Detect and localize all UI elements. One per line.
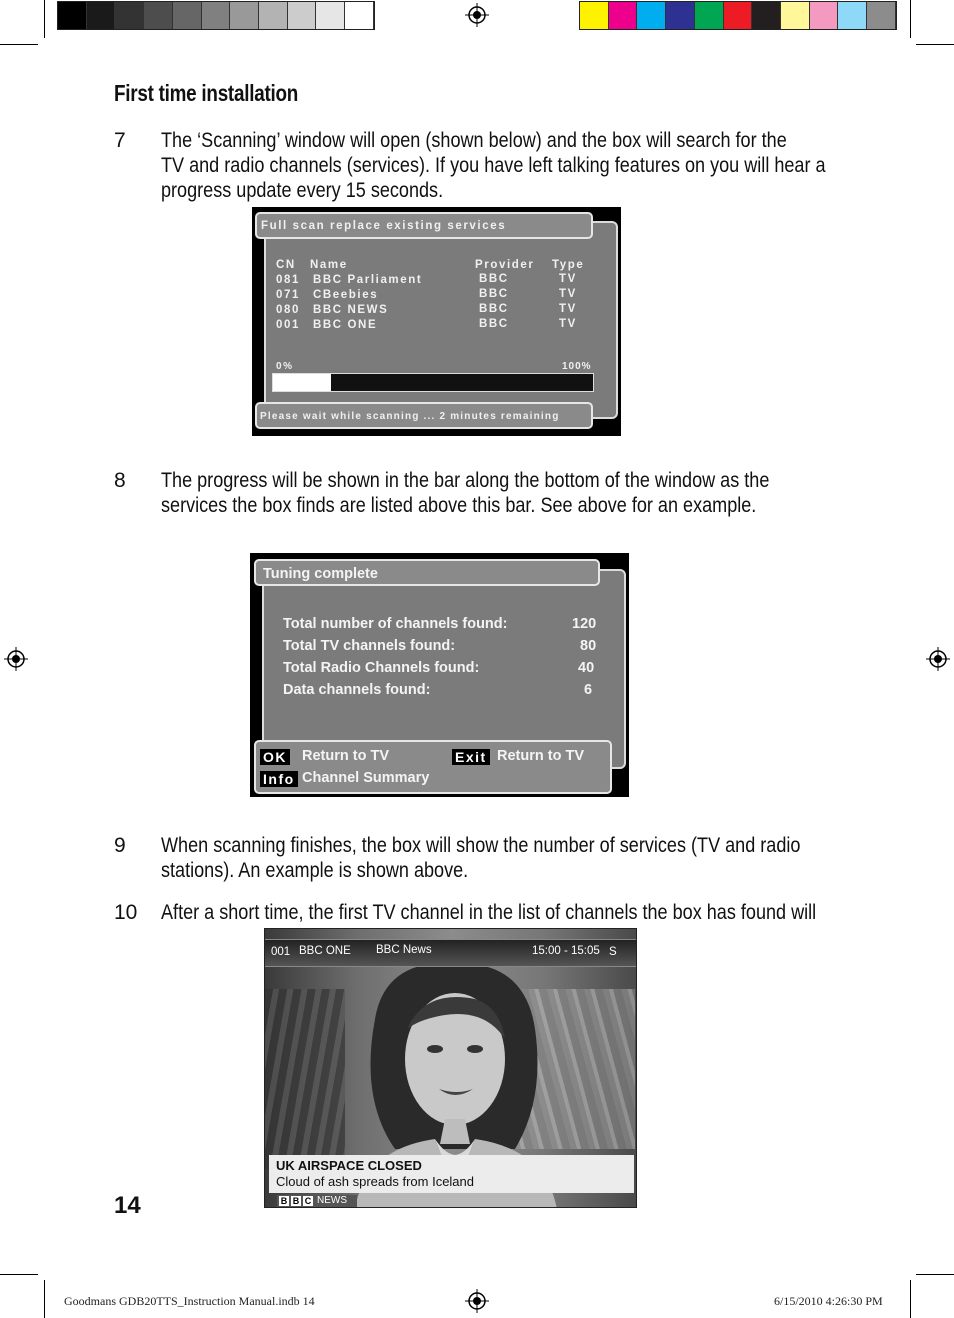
crop-mark [44, 1280, 45, 1318]
tv-screen [264, 928, 637, 1208]
tuning-title-bar [254, 559, 600, 586]
channel-number: 001 [276, 319, 300, 331]
channel-provider: BBC [479, 273, 509, 285]
crop-mark [0, 1274, 38, 1275]
crop-mark [0, 44, 38, 45]
ok-action: Return to TV [302, 748, 389, 764]
color-swatch [752, 2, 781, 29]
progress-end-label: 100% [562, 361, 592, 372]
color-swatch [345, 2, 374, 29]
logo-word: NEWS [317, 1195, 347, 1206]
step-line: stations). An example is shown above. [161, 859, 469, 882]
color-swatch [609, 2, 638, 29]
tv-flag: S [609, 946, 617, 958]
color-swatch [781, 2, 810, 29]
channel-number: 071 [276, 289, 300, 301]
color-swatch [838, 2, 867, 29]
step-line: progress update every 15 seconds. [161, 179, 444, 202]
channel-provider: BBC [479, 303, 509, 315]
color-swatch [230, 2, 259, 29]
step-number: 10 [114, 901, 138, 924]
header-type: Type [552, 259, 585, 271]
gray-swatch-bar [57, 1, 375, 30]
color-swatch [666, 2, 695, 29]
channel-number: 081 [276, 274, 300, 286]
scan-title-bar [255, 212, 593, 239]
ok-key: OK [260, 749, 290, 765]
color-swatch [259, 2, 288, 29]
progress-start-label: 0% [276, 361, 294, 372]
color-swatch [867, 2, 896, 29]
section-heading: First time installation [114, 80, 299, 106]
color-swatch [637, 2, 666, 29]
progress-bar [272, 373, 594, 392]
channel-number: 080 [276, 304, 300, 316]
info-action: Channel Summary [302, 770, 430, 786]
footer-timestamp: 6/15/2010 4:26:30 PM [774, 1294, 883, 1308]
channel-provider: BBC [479, 318, 509, 330]
header-name: Name [310, 259, 348, 271]
stat-label: Total TV channels found: [283, 638, 456, 654]
news-headline: UK AIRSPACE CLOSED [276, 1158, 422, 1173]
news-caption [269, 1155, 634, 1193]
crop-mark [910, 0, 911, 38]
step-line: The ‘Scanning’ window will open (shown below) and the box will search for the [161, 129, 787, 152]
color-swatch-bar [579, 1, 897, 30]
step-line: The progress will be shown in the bar along the bottom of the window as the [161, 469, 770, 492]
channel-name: BBC NEWS [313, 304, 389, 316]
color-swatch [580, 2, 609, 29]
crop-mark [916, 1274, 954, 1275]
registration-mark-icon [465, 1289, 489, 1313]
tv-channel-name: BBC ONE [299, 945, 351, 957]
info-key: Info [260, 771, 298, 787]
logo-letter: B [280, 1196, 288, 1206]
stat-value: 80 [580, 638, 597, 654]
progress-bar-fill [273, 374, 331, 391]
tuning-title: Tuning complete [263, 566, 378, 582]
tuning-screen [250, 553, 629, 797]
tv-programme: BBC News [376, 944, 432, 956]
color-swatch [87, 2, 116, 29]
step-number: 8 [114, 469, 126, 492]
page-number: 14 [114, 1192, 141, 1219]
crop-mark [44, 0, 45, 38]
channel-type: TV [559, 318, 577, 330]
key-help-bar [254, 740, 612, 794]
exit-action: Return to TV [497, 748, 584, 764]
channel-type: TV [559, 288, 577, 300]
channel-type: TV [559, 303, 577, 315]
news-subheadline: Cloud of ash spreads from Iceland [276, 1174, 474, 1189]
color-swatch [724, 2, 753, 29]
header-provider: Provider [475, 259, 535, 271]
color-swatch [144, 2, 173, 29]
footer-file: Goodmans GDB20TTS_Instruction Manual.indb 14 [64, 1294, 315, 1308]
info-banner [265, 939, 636, 967]
logo-letter: B [292, 1196, 300, 1206]
color-swatch [58, 2, 87, 29]
channel-provider: BBC [479, 288, 509, 300]
stat-label: Total Radio Channels found: [283, 660, 480, 676]
stat-value: 120 [572, 616, 597, 632]
tv-channel-number: 001 [271, 946, 291, 958]
scan-title: Full scan replace existing services [261, 220, 507, 232]
crop-mark [910, 1280, 911, 1318]
color-swatch [288, 2, 317, 29]
crop-mark [916, 44, 954, 45]
status-text: Please wait while scanning ... 2 minutes remaining [260, 411, 560, 422]
channel-name: BBC Parliament [313, 274, 423, 286]
header-cn: CN [276, 259, 296, 271]
color-swatch [173, 2, 202, 29]
stat-label: Data channels found: [283, 682, 431, 698]
registration-mark-icon [4, 647, 28, 671]
color-swatch [316, 2, 345, 29]
step-number: 9 [114, 834, 126, 857]
status-bar [255, 402, 593, 429]
logo-letter: C [304, 1196, 312, 1206]
stat-value: 6 [584, 682, 593, 698]
color-swatch [115, 2, 144, 29]
step-line: When scanning finishes, the box will show the number of services (TV and radio [161, 834, 801, 857]
bbc-news-logo [277, 1195, 357, 1207]
registration-mark-icon [465, 3, 489, 27]
step-line: TV and radio channels (services). If you have left talking features on you will hear a [161, 154, 826, 177]
color-swatch [810, 2, 839, 29]
step-number: 7 [114, 129, 126, 152]
channel-type: TV [559, 273, 577, 285]
studio-backdrop [265, 989, 345, 1169]
step-line: services the box finds are listed above this bar. See above for an example. [161, 494, 757, 517]
color-swatch [202, 2, 231, 29]
tv-time: 15:00 - 15:05 [532, 945, 600, 957]
stat-value: 40 [578, 660, 595, 676]
stat-label: Total number of channels found: [283, 616, 508, 632]
color-swatch [695, 2, 724, 29]
channel-name: BBC ONE [313, 319, 378, 331]
scan-screen [252, 207, 621, 436]
step-line: After a short time, the first TV channel in the list of channels the box has found will [161, 901, 817, 924]
registration-mark-icon [926, 647, 950, 671]
exit-key: Exit [452, 749, 490, 765]
channel-name: CBeebies [313, 289, 379, 301]
